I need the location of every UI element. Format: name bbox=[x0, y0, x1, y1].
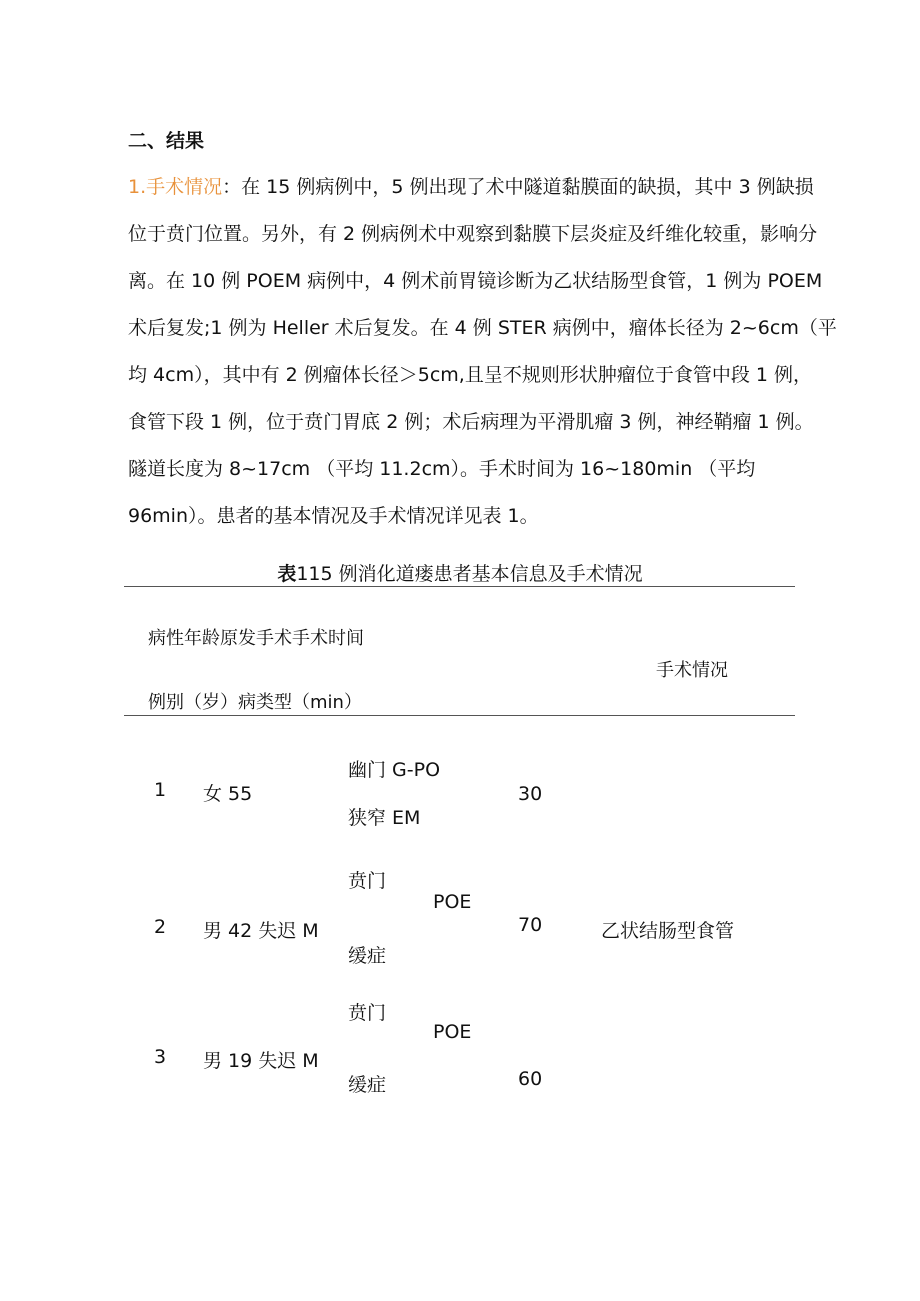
row-sex-age: 男 42 失迟 M bbox=[203, 920, 319, 942]
section-heading: 二、结果 bbox=[128, 130, 205, 152]
row-time: 70 bbox=[518, 914, 543, 936]
row-sex-age: 男 19 失迟 M bbox=[203, 1050, 319, 1072]
table-caption-prefix: 表 bbox=[277, 563, 297, 585]
row-disease-a: 贲门 bbox=[348, 1002, 387, 1024]
row-number: 3 bbox=[154, 1046, 167, 1068]
paragraph-line-6: 食管下段 1 例，位于贲门胃底 2 例；术后病理为平滑肌瘤 3 例，神经鞘瘤 1 例。 bbox=[128, 411, 814, 433]
table-header-rule bbox=[124, 715, 795, 716]
paragraph-line-3: 离。在 10 例 POEM 病例中，4 例术前胃镜诊断为乙状结肠型食管，1 例为 POEM bbox=[128, 270, 823, 292]
row-disease-b: 狭窄 EM bbox=[348, 807, 421, 829]
table-header-bottom: 例别（岁）病类型（min） bbox=[148, 692, 362, 713]
row-disease-b: 缓症 bbox=[348, 945, 387, 967]
table-caption-text: 115 例消化道瘘患者基本信息及手术情况 bbox=[296, 563, 643, 585]
row-surgery-type: POE bbox=[433, 1021, 472, 1043]
row-number: 1 bbox=[154, 779, 167, 801]
paragraph-line-8: 96min）。患者的基本情况及手术情况详见表 1。 bbox=[128, 505, 539, 527]
row-time: 60 bbox=[518, 1068, 543, 1090]
row-surgery-type: POE bbox=[433, 891, 472, 913]
paragraph-line-7: 隧道长度为 8~17cm （平均 11.2cm）。手术时间为 16~180min （平均 bbox=[128, 458, 756, 480]
paragraph-line-4: 术后复发;1 例为 Heller 术后复发。在 4 例 STER 病例中，瘤体长径为 2~6cm（平 bbox=[128, 317, 837, 339]
row-surgery-note: 乙状结肠型食管 bbox=[601, 920, 735, 942]
paragraph-line-1 bbox=[128, 164, 814, 210]
paragraph-line-2: 位于贲门位置。另外，有 2 例病例术中观察到黏膜下层炎症及纤维化较重，影响分 bbox=[128, 223, 818, 245]
row-time: 30 bbox=[518, 783, 543, 805]
lead-label: 1.手术情况 bbox=[128, 176, 223, 198]
row-sex-age: 女 55 bbox=[203, 783, 253, 805]
table-header-top: 病性年龄原发手术手术时间 bbox=[148, 628, 364, 649]
table-header-surgery-status: 手术情况 bbox=[656, 660, 728, 681]
table-top-rule bbox=[124, 586, 795, 587]
row-number: 2 bbox=[154, 916, 167, 938]
paragraph-line-5: 均 4cm），其中有 2 例瘤体长径＞5cm,且呈不规则形状肿瘤位于食管中段 1 例， bbox=[128, 364, 813, 386]
row-disease-a: 贲门 bbox=[348, 870, 387, 892]
row-disease-b: 缓症 bbox=[348, 1074, 387, 1096]
table-caption bbox=[0, 559, 920, 586]
paragraph-line-text: ：在 15 例病例中，5 例出现了术中隧道黏膜面的缺损，其中 3 例缺损 bbox=[222, 176, 814, 198]
row-disease-a: 幽门 G-PO bbox=[348, 759, 441, 781]
